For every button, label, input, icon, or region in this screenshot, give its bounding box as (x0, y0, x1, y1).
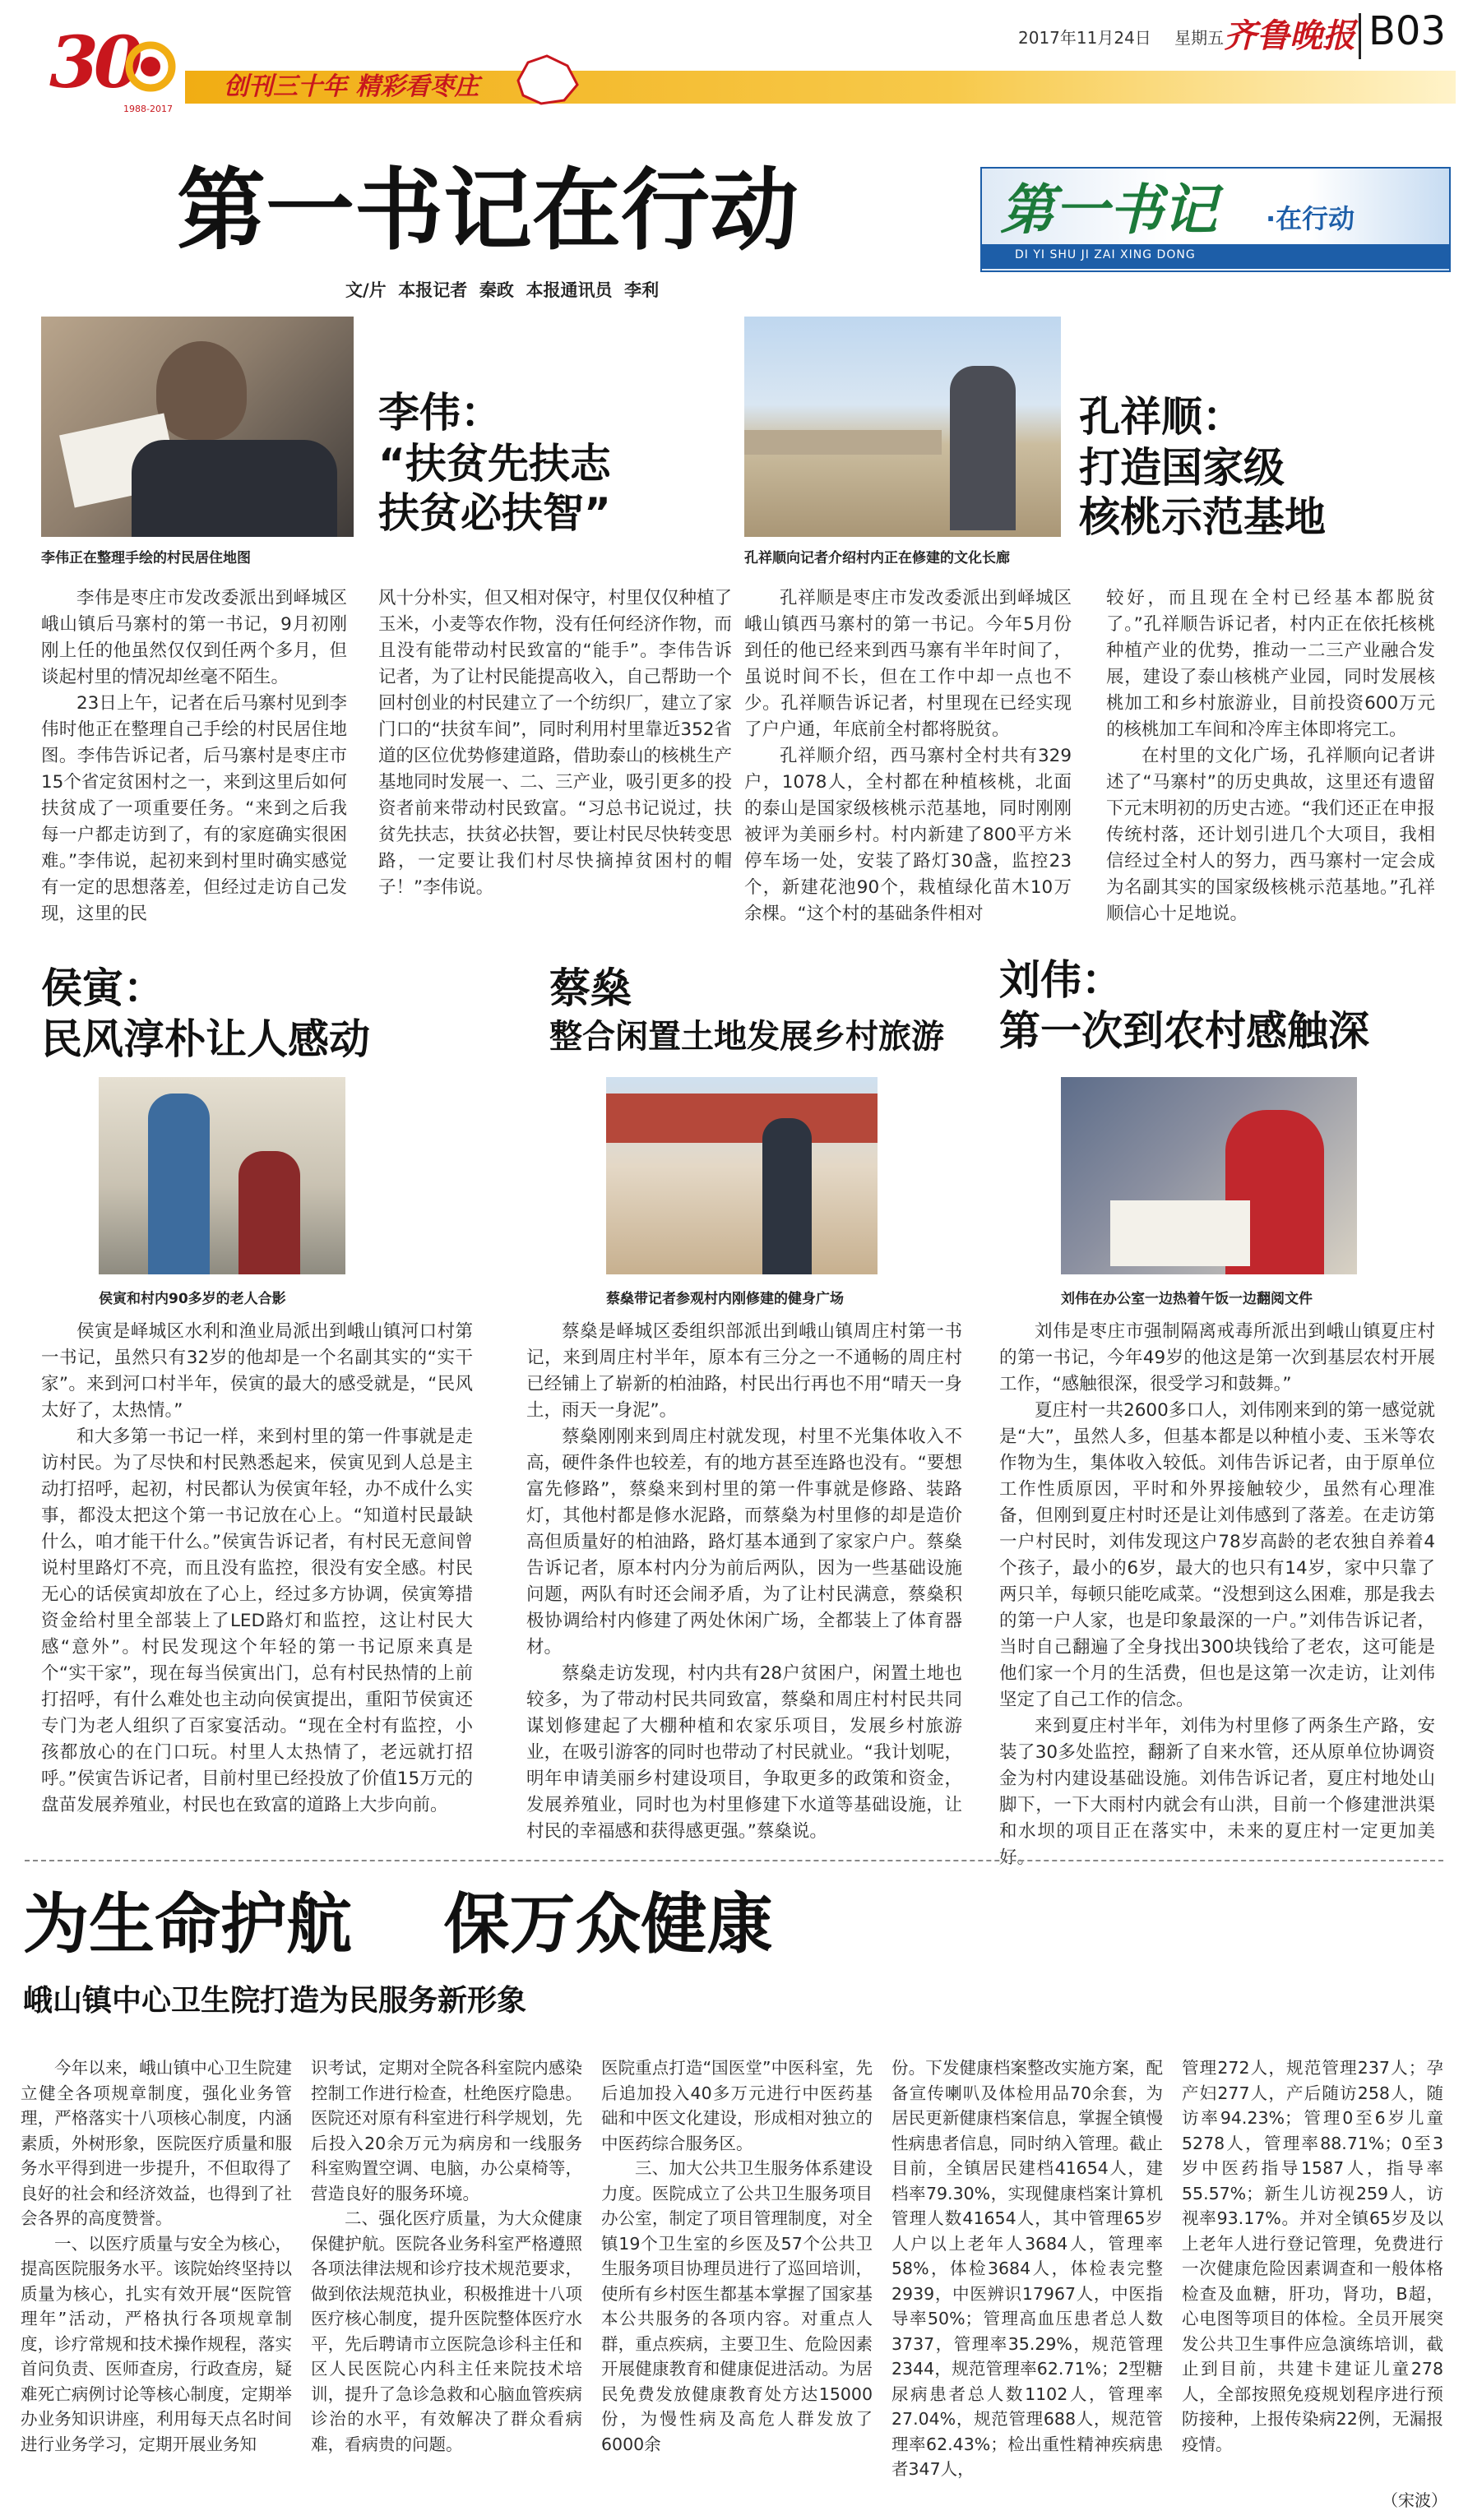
houyin-headline: 民风淳朴让人感动 (41, 1015, 370, 1063)
anniversary-logo (49, 21, 189, 114)
masthead-divider (1359, 13, 1361, 59)
houyin-body (41, 1319, 473, 1819)
paragraph: 识考试，定期对全院各科室院内感染控制工作进行检查，杜绝医疗隐患。医院还对原有科室进行科学规划，先后投入20余万元为病房和一线服务科室购置空调、电脑，办公桌椅等，营造良好的服务环境。 (311, 2058, 582, 2203)
health-author: （宋波） (1382, 2490, 1447, 2510)
paragraph: 蔡燊走访发现，村内共有28户贫困户，闲置土地也较多，为了带动村民共同致富，蔡燊和周庄村村民共同谋划修建起了大棚种植和农家乐项目，发展乡村旅游业，在吸引游客的同时也带动了村民就业。“我计划呢，明年申请美丽乡村建设项目，争取更多的政策和资金，发展养殖业，同时也为村里修建下水道等基础设施，让村民的幸福感和获得感更强。”蔡燊说。 (526, 1663, 962, 1842)
cai-photo (606, 1077, 878, 1274)
paper-name: 齐鲁晚报 (1224, 16, 1355, 55)
photo-figure (156, 341, 247, 440)
health-col-2 (311, 2055, 582, 2457)
issue-weekday: 星期五 (1174, 28, 1225, 48)
kong-col-2 (1106, 585, 1435, 927)
liuwei-headline: 第一次到农村感触深 (999, 1007, 1369, 1055)
liwei-col-1 (41, 585, 347, 927)
byline: 文/片 本报记者 秦政 本报通讯员 李利 (345, 280, 660, 300)
kong-heading (1079, 391, 1326, 542)
paragraph: 来到夏庄村半年，刘伟为村里修了两条生产路，安装了30多处监控，翻新了自来水管，还从原单位协调资金为村内建设基础设施。刘伟告诉记者，夏庄村地处山脚下，一下大雨村内就会有山洪，目前一个修建泄洪渠和水坝的项目正在落实中，未来的夏庄村一定更加美好。 (999, 1716, 1435, 1868)
health-subtitle: 峨山镇中心卫生院打造为民服务新形象 (23, 1984, 527, 2018)
photo-building (606, 1094, 878, 1143)
slogan: 创刊三十年 精彩看枣庄 (224, 72, 479, 101)
photo-figure (762, 1118, 812, 1274)
liuwei-body (999, 1319, 1435, 1871)
paragraph: 一、以医疗质量与安全为核心，提高医院服务水平。该院始终坚持以质量为核心，扎实有效开展“医院管理年”活动，严格执行各项规章制度，诊疗常规和技术操作规程，落实首问负责、医师查房，行政查房，疑难死亡病例讨论等核心制度，定期举办业务知识讲座，利用每天点名时间进行业务学习，定期开展业务知 (21, 2233, 292, 2454)
health-col-1 (21, 2055, 292, 2457)
photo-figure (950, 366, 1016, 530)
cai-headline: 整合闲置土地发展乡村旅游 (549, 1018, 944, 1056)
cai-heading (549, 962, 944, 1059)
paragraph: 风十分朴实，但又相对保守，村里仅仅种植了玉米，小麦等农作物，没有任何经济作物，而且没有能带动村民致富的“能手”。李伟告诉记者，为了让村民能提高收入，自己帮助一个回村创业的村民建立了一个纺织厂，建立了家门口的“扶贫车间”，同时利用村里靠近352省道的区位优势修建道路，借助泰山的核桃生产基地同时发展一、二、三产业，吸引更多的投资者前来带动村民致富。“习总书记说过，扶贫先扶志，扶贫必扶智，要让村民尽快转变思路，一定要让我们村尽快摘掉贫困村的帽子！”李伟说。 (378, 588, 733, 898)
date-line (1018, 25, 1224, 49)
houyin-heading (41, 962, 370, 1064)
photo-wall (744, 430, 942, 455)
map-outline-icon (510, 48, 584, 107)
liuwei-name: 刘伟： (999, 956, 1123, 1004)
houyin-name: 侯寅： (41, 964, 164, 1012)
paragraph: 二、强化医疗质量，为大众健康保健护航。医院各业务科室严格遵照各项法律法规和诊疗技术规范要求，做到依法规范执业，积极推进十八项医疗核心制度，提升医院整体医疗水平，先后聘请市立医院急诊科主任和区人民医院心内科主任来院技术培训，提升了急诊急救和心脑血管疾病诊治的水平，有效解决了群众看病难，看病贵的问题。 (311, 2208, 582, 2454)
cai-body (526, 1319, 962, 1845)
paragraph: 今年以来，峨山镇中心卫生院建立健全各项规章制度，强化业务管理，严格落实十八项核心制度，内涵素质，外树形象，医院医疗质量和服务水平得到进一步提升，不但取得了良好的社会和经济效益，也得到了社会各界的高度赞誉。 (21, 2058, 292, 2228)
paragraph: 医院重点打造“国医堂”中医科室，先后追加投入40多万元进行中医药基础和中医文化建设，形成相对独立的中医药综合服务区。 (601, 2058, 873, 2153)
liwei-photo (41, 317, 354, 537)
paragraph: 较好，而且现在全村已经基本都脱贫了。”孔祥顺告诉记者，村内正在依托核桃种植产业的优势，推动一二三产业融合发展，建设了泰山核桃产业园，同时发展核桃加工和乡村旅游业，目前投资600万元的核桃加工车间和冷库主体即将完工。 (1106, 588, 1435, 740)
cai-name: 蔡燊 (549, 964, 632, 1012)
masthead (0, 0, 1468, 114)
paragraph: 侯寅是峄城区水利和渔业局派出到峨山镇河口村第一书记，虽然只有32岁的他却是一个名副其实的“实干家”。来到河口村半年，侯寅的最大的感受就是，“民风太好了，太热情。” (41, 1321, 473, 1421)
health-col-5 (1182, 2055, 1443, 2457)
paragraph: 李伟是枣庄市发改委派出到峄城区峨山镇后马寨村的第一书记，9月初刚刚上任的他虽然仅仅到任两个多月，但谈起村里的情况却丝毫不陌生。 (41, 588, 347, 687)
paragraph: 三、加大公共卫生服务体系建设力度。医院成立了公共卫生服务项目办公室，制定了项目管理制度，对全镇19个卫生室的乡医及57个公共卫生服务项目协理员进行了巡回培训，使所有乡村医生都基本掌握了国家基本公共服务的各项内容。对重点人群，重点疾病，主要卫生、危险因素开展健康教育和健康促进活动。为居民免费发放健康教育处方达15000份，为慢性病及高危人群发放了6000余 (601, 2158, 873, 2454)
paragraph: 在村里的文化广场，孔祥顺向记者讲述了“马寨村”的历史典故，这里还有遗留下元末明初的历史古迹。“我们还正在申报传统村落，还计划引进几个大项目，我相信经过全村人的努力，西马寨村一定会成为名副其实的国家级核桃示范基地。”孔祥顺信心十足地说。 (1106, 746, 1435, 924)
feature-logo-suffix: ·在行动 (1266, 203, 1355, 234)
liuwei-heading (999, 954, 1369, 1056)
paragraph: 夏庄村一共2600多口人，刘伟刚来到的第一感觉就是“大”，虽然人多，但基本都是以种植小麦、玉米等农作物为生，集体收入较低。刘伟告诉记者，由于原单位工作性质原因，平时和外界接触较少，虽然有心理准备，但刚到夏庄村时还是让刘伟感到了落差。在走访第一户村民时，刘伟发现这户78岁高龄的老农独自养着4个孩子，最小的6岁，最大的也只有14岁，家中只靠了两只羊，每顿只能吃咸菜。“没想到这么困难，那是我去的第一户人家，也是印象最深的一户。”刘伟告诉记者，当时自己翻遍了全身找出300块钱给了老农，这可能是他们家一个月的生活费，但也是这第一次走访，让刘伟坚定了自己工作的信念。 (999, 1400, 1435, 1710)
paragraph: 蔡燊是峄城区委组织部派出到峨山镇周庄村第一书记，来到周庄村半年，原本有三分之一不通畅的周庄村已经铺上了崭新的柏油路，村民出行再也不用“晴天一身土，雨天一身泥”。 (526, 1321, 962, 1421)
anniversary-years: 1988-2017 (123, 104, 173, 114)
liwei-name: 李伟： (378, 389, 502, 437)
health-col-3 (601, 2055, 873, 2457)
kong-col-1 (744, 585, 1072, 927)
issue-date: 2017年11月24日 (1018, 28, 1151, 48)
page-title: 第一书记在行动 (177, 159, 799, 262)
houyin-photo (99, 1077, 345, 1274)
health-col-4 (891, 2055, 1163, 2482)
liwei-headline-1: “扶贫先扶志 (378, 440, 611, 488)
liwei-headline-2: 扶贫必扶智” (378, 489, 611, 537)
kong-headline-2: 核桃示范基地 (1079, 493, 1326, 541)
feature-logo (980, 167, 1451, 272)
photo-paper (1110, 1200, 1250, 1266)
section-divider (25, 1860, 1443, 1861)
paragraph: 蔡燊刚刚来到周庄村就发现，村里不光集体收入不高，硬件条件也较差，有的地方甚至连路也没有。“要想富先修路”，蔡燊来到村里的第一件事就是修路、装路灯，其他村都是修水泥路，而蔡燊为村里修的却是造价高但质量好的柏油路，路灯基本通到了家家户户。蔡燊告诉记者，原本村内分为前后两队，因为一些基础设施问题，两队有时还会闹矛盾，为了让村民满意，蔡燊积极协调给村内修建了两处休闲广场，全都装上了体育器材。 (526, 1426, 962, 1658)
paragraph: 孔祥顺是枣庄市发改委派出到峄城区峨山镇西马寨村的第一书记。今年5月份到任的他已经来到西马寨有半年时间了，虽说时间不长，但在工作中却一点也不少。孔祥顺告诉记者，村里现在已经实现了户户通，年底前全村都将脱贫。 (744, 588, 1072, 740)
kong-photo (744, 317, 1061, 537)
photo-body (132, 440, 337, 537)
feature-logo-text: 第一书记 (1000, 178, 1217, 242)
kong-caption: 孔祥顺向记者介绍村内正在修建的文化长廊 (744, 550, 1010, 566)
photo-figure (238, 1151, 300, 1274)
anniversary-swirl-icon (122, 38, 179, 95)
cai-caption: 蔡燊带记者参观村内刚修建的健身广场 (606, 1291, 844, 1307)
paragraph: 23日上午，记者在后马寨村见到李伟时他正在整理自己手绘的村民居住地图。李伟告诉记者，后马寨村是枣庄市15个省定贫困村之一，来到这里后如何扶贫成了一项重要任务。“来到之后我每一户都走访到了，有的家庭确实很困难。”李伟说，起初来到村里时确实感觉有一定的思想落差，但经过走访自己发现，这里的民 (41, 693, 347, 924)
liwei-col-2 (378, 585, 732, 901)
liuwei-caption: 刘伟在办公室一边热着午饭一边翻阅文件 (1061, 1291, 1313, 1307)
paragraph: 管理272人，规范管理237人；孕产妇277人，产后随访258人，随访率94.23%；管理0至6岁儿童5278人，管理率88.71%；0至3岁中医药指导1587人，指导率55.57%；新生儿访视259人，访视率93.17%。并对全镇65岁及以上老年人进行登记管理，免费进行一次健康危险因素调查和一般体格检查及血糖，肝功，肾功，B超，心电图等项目的体检。全员开展突发公共卫生事件应急演练培训，截止到目前，共建卡建证儿童278人，全部按照免疫规划程序进行预防接种，上报传染病22例，无漏报疫情。 (1182, 2058, 1443, 2454)
photo-figure (148, 1094, 210, 1274)
paragraph: 刘伟是枣庄市强制隔离戒毒所派出到峨山镇夏庄村的第一书记，今年49岁的他这是第一次到基层农村开展工作，“感触很深，很受学习和鼓舞。” (999, 1321, 1435, 1394)
anniversary-number: 30 (49, 21, 138, 104)
feature-logo-pinyin: DI YI SHU JI ZAI XING DONG (1015, 248, 1196, 261)
kong-name: 孔祥顺： (1079, 393, 1243, 441)
liwei-heading (378, 386, 611, 538)
page-number: B03 (1368, 8, 1447, 54)
paragraph: 孔祥顺介绍，西马寨村全村共有329户，1078人，全村都在种植核桃，北面的泰山是国家级核桃示范基地，同时刚刚被评为美丽乡村。村内新建了800平方米停车场一处，安装了路灯30盏，监控23个，新建花池90个，栽植绿化苗木10万余棵。“这个村的基础条件相对 (744, 746, 1072, 924)
liuwei-photo (1061, 1077, 1357, 1274)
liwei-caption: 李伟正在整理手绘的村民居住地图 (41, 550, 251, 566)
paragraph: 和大多第一书记一样，来到村里的第一件事就是走访村民。为了尽快和村民熟悉起来，侯寅见到人总是主动打招呼，起初，村民都认为侯寅年轻，办不成什么实事，都没太把这个第一书记放在心上。“知道村民最缺什么，咱才能干什么。”侯寅告诉记者，有村民无意间曾说村里路灯不亮，而且没有监控，很没有安全感。村民无心的话侯寅却放在了心上，经过多方协调，侯寅筹措资金给村里全部装上了LED路灯和监控，这让村民大感“意外”。村民发现这个年轻的第一书记原来真是个“实干家”，现在每当侯寅出门，总有村民热情的上前打招呼，有什么难处也主动向侯寅提出，重阳节侯寅还专门为老人组织了百家宴活动。“现在全村有监控，小孩都放心的在门口玩。村里人太热情了，老远就打招呼。”侯寅告诉记者，目前村里已经投放了价值15万元的盘苗发展养殖业，村民也在致富的道路上大步向前。 (41, 1426, 473, 1815)
houyin-caption: 侯寅和村内90多岁的老人合影 (99, 1291, 286, 1307)
paragraph: 份。下发健康档案整改实施方案，配备宣传喇叭及体检用品70余套，为居民更新健康档案信息，掌握全镇慢性病患者信息，同时纳入管理。截止目前，全镇居民建档41654人，建档率79.30%，实现健康档案计算机管理人数41654人，其中管理65岁人户以上老年人3684人，管理率58%，体检3684人，体检表完整2939，中医辨识17967人，中医指导率50%；管理高血压患者总人数3737，管理率35.29%，规范管理2344，规范管理率62.71%；2型糖尿病患者总人数1102人，管理率27.04%，规范管理688人，规范管理率62.43%；检出重性精神疾病患者347人， (891, 2058, 1163, 2479)
kong-headline-1: 打造国家级 (1079, 444, 1285, 492)
health-title: 为生命护航 保万众健康 (23, 1885, 773, 1963)
